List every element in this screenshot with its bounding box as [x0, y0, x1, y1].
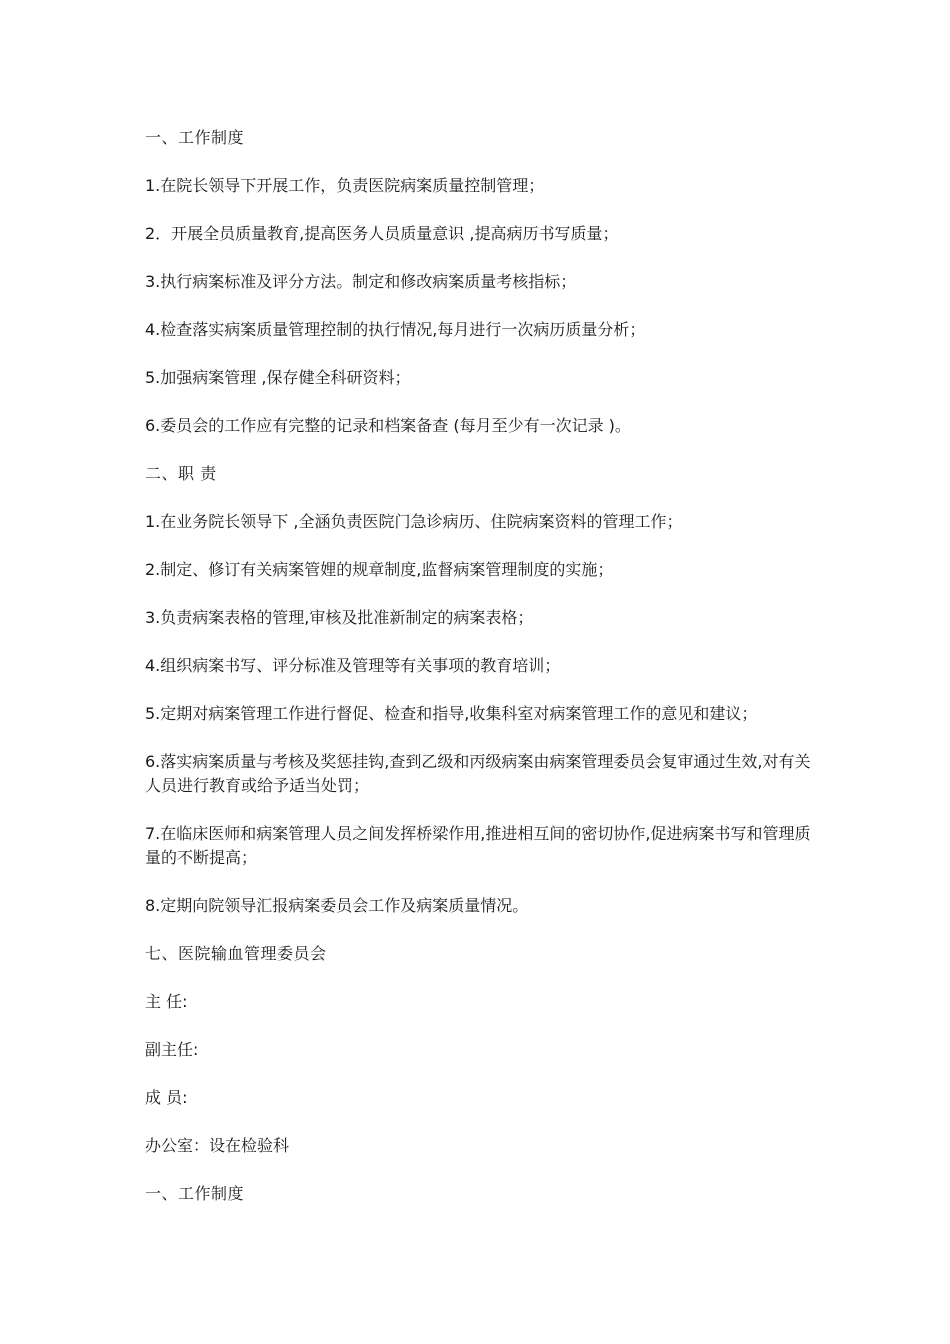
duties-item-8: 8.定期向院领导汇报病案委员会工作及病案质量情况。: [145, 896, 529, 915]
work-system-item-1: 1.在院长领导下开展工作，负责医院病案质量控制管理；: [145, 176, 545, 195]
committee-office: 办公室：设在检验科: [145, 1136, 290, 1155]
work-system-item-2: 2．开展全员质量教育,提高医务人员质量意识 ,提高病历书写质量；: [145, 224, 619, 243]
duties-item-7: 7.在临床医师和病案管理人员之间发挥桥梁作用,推进相互间的密切协作,促进病案书写和管理质量的不断提高；: [145, 824, 811, 867]
section-heading-work-system: 一、工作制度: [145, 128, 245, 147]
duties-item-6: 6.落实病案质量与考核及奖惩挂钩,查到乙级和丙级病案由病案管理委员会复审通过生效,对有关人员进行教育或给予适当处罚；: [145, 752, 811, 795]
section-heading-duties: 二、职 责: [145, 464, 217, 483]
section-heading-transfusion-committee: 七、医院输血管理委员会: [145, 944, 327, 963]
document-body: [145, 126, 815, 1230]
duties-item-5: 5.定期对病案管理工作进行督促、检查和指导,收集科室对病案管理工作的意见和建议；: [145, 704, 758, 723]
work-system-item-5: 5.加强病案管理 ,保存健全科研资料；: [145, 368, 411, 387]
work-system-item-3: 3.执行病案标准及评分方法。制定和修改病案质量考核指标；: [145, 272, 577, 291]
duties-item-3: 3.负责病案表格的管理,审核及批准新制定的病案表格；: [145, 608, 534, 627]
duties-item-2: 2.制定、修订有关病案管娌的规章制度,监督病案管理制度的实施；: [145, 560, 614, 579]
duties-item-1: 1.在业务院长领导下 ,全涵负责医院门急诊病历、住院病案资料的管理工作；: [145, 512, 683, 531]
committee-director: 主 任:: [145, 992, 188, 1011]
work-system-item-6: 6.委员会的工作应有完整的记录和档案备查 (每月至少有一次记录 )。: [145, 416, 631, 435]
work-system-item-4: 4.检查落实病案质量管理控制的执行情况,每月进行一次病历质量分析；: [145, 320, 646, 339]
committee-members: 成 员:: [145, 1088, 188, 1107]
section-heading-work-system-2: 一、工作制度: [145, 1184, 245, 1203]
duties-item-4: 4.组织病案书写、评分标准及管理等有关事项的教育培训；: [145, 656, 561, 675]
committee-deputy-director: 副主任:: [145, 1040, 199, 1059]
